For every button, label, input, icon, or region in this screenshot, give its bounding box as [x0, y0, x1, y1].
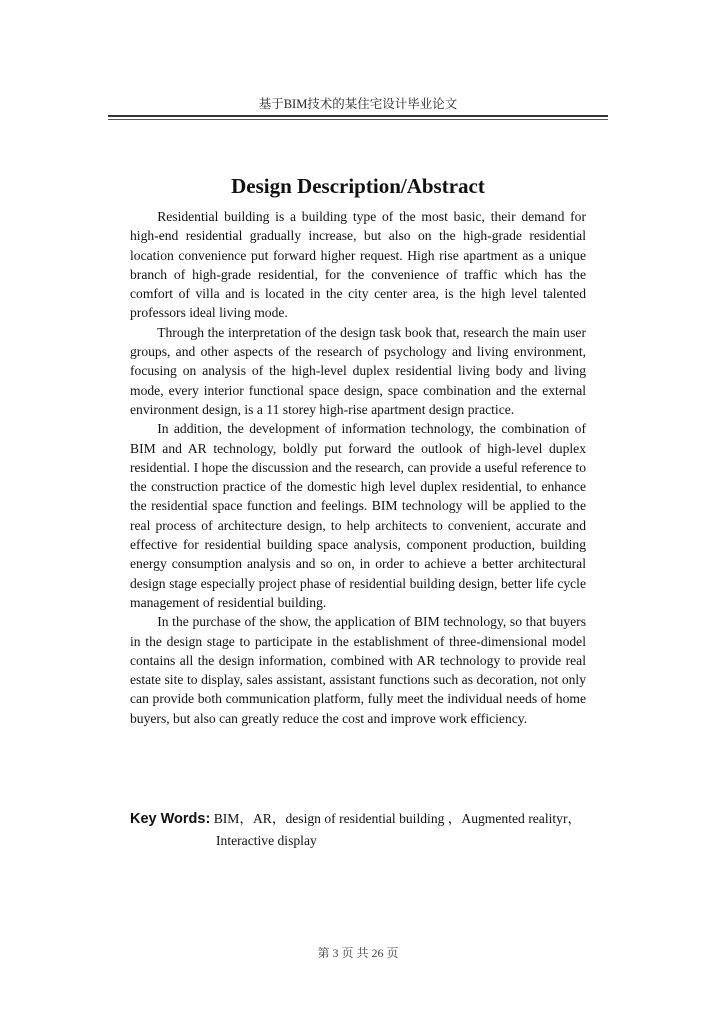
page-number: 第 3 页 共 26 页: [317, 946, 399, 960]
header-rule-thick: [108, 115, 608, 117]
abstract-paragraph-4: In the purchase of the show, the application of BIM technology, so that buyers in the design stage to participate in the establishment of three-dimensional model contains all the design information, combined with AR technology to provide real estate site to display, sales assistant, assistant functions such as decoration, not only can provide both communication platform, fully meet the individual needs of home buyers, but also can greatly reduce the cost and improve work efficiency.: [130, 614, 586, 726]
keywords-block: [130, 808, 600, 851]
keywords-line-2: Interactive display: [216, 833, 317, 848]
keywords-label: Key Words:: [130, 811, 211, 827]
running-header: 基于BIM技术的某住宅设计毕业论文: [258, 97, 458, 111]
keywords-line-1: BIM，AR，design of residential building ，Augmented realityr，: [210, 811, 582, 826]
abstract-body: [130, 207, 586, 728]
header-rule-thin: [108, 119, 608, 120]
abstract-paragraph-1: Residential building is a building type of the most basic, their demand for high-end residential gradually increase, but also on the high-grade residential location convenience put forward higher request. High rise apartment as a unique branch of high-grade residential, for the convenience of traffic which has the comfort of villa and is located in the city center area, is the high level talented professors ideal living mode.: [130, 209, 586, 321]
page-title: Design Description/Abstract: [231, 174, 485, 198]
abstract-paragraph-3: In addition, the development of information technology, the combination of BIM and AR technology, boldly put forward the outlook of high-level duplex residential. I hope the discussion and the research, can provide a useful reference to the construction practice of the domestic high level duplex residential, to enhance the residential space function and feelings. BIM technology will be applied to the real process of architecture design, to help architects to convenient, accurate and effective for residential building space analysis, component production, building energy consumption analysis and so on, in order to achieve a better architectural design stage especially project phase of residential building design, better life cycle management of residential building.: [130, 421, 586, 610]
abstract-paragraph-2: Through the interpretation of the design task book that, research the main user groups, and other aspects of the research of psychology and living environment, focusing on analysis of the high-level duplex residential living body and living mode, every interior functional space design, space combination and the external environment design, is a 11 storey high-rise apartment design practice.: [130, 324, 586, 417]
